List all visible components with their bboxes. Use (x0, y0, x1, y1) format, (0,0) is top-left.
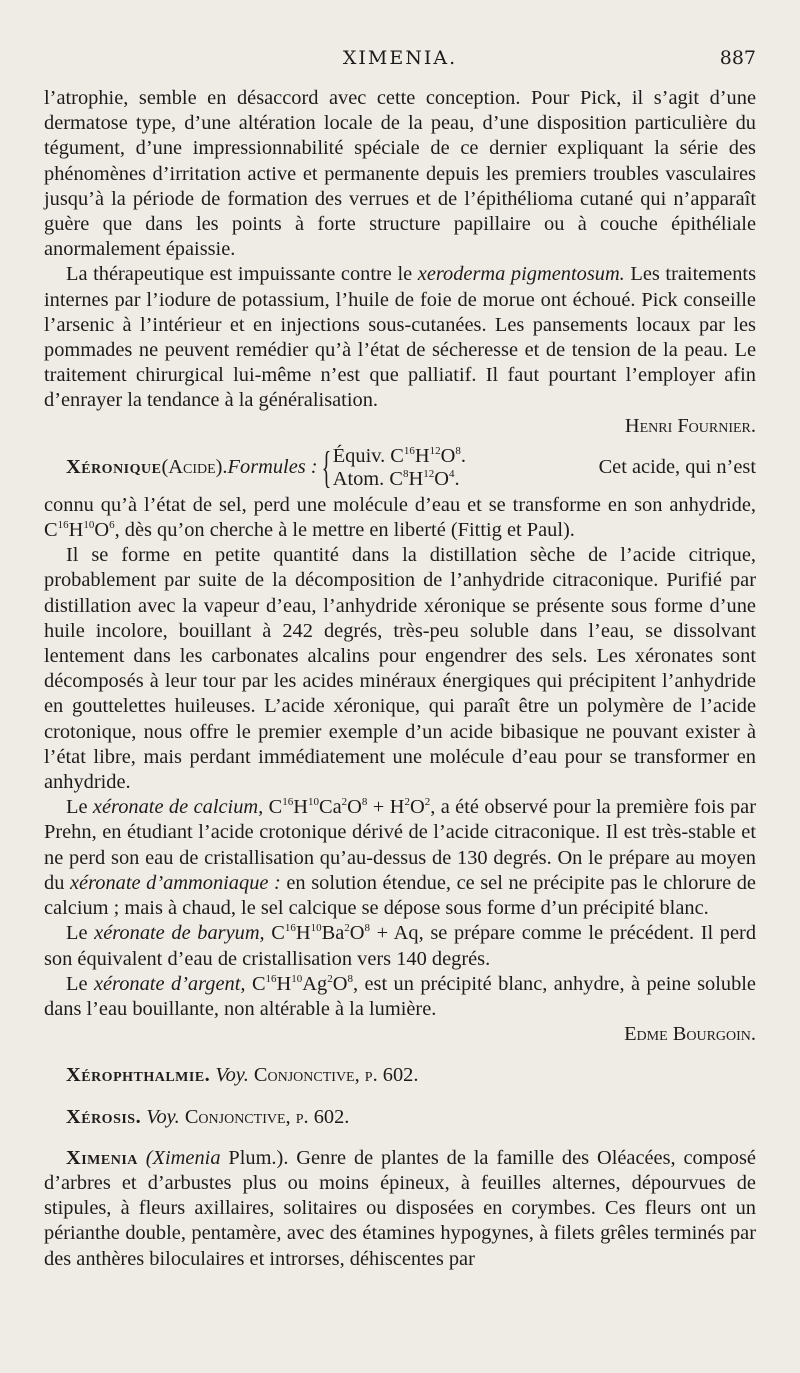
author-signature: Henri Fournier. (624, 414, 756, 437)
page-number: 887 (719, 47, 756, 69)
paragraph-atrophie: l’atrophie, semble en désaccord avec cette conception. Pour Pick, il s’agit d’une dermatose type, d’une altération locale de la peau, d’une disposition particulière du tégument, d’une impressionnabilité spéciale de ce dernier expliquant la série des phénomènes d’irritation active et permanente depuis les premiers troubles vasculaires jusqu’à la période de formation des verrues et de l’épithélioma cutané qui n’apparaît guère que dans les points à forte structure papillaire ou à couche épithéliale anormalement épaissie. (44, 87, 756, 261)
entry-head-xerophthalmie: Xérophthalmie. (66, 1064, 211, 1087)
paragraph-calcium: Le xéronate de calcium, $C^{16}H^{10}Ca^2O^8 + H^2O^2$, a été observé pour la première fois par Prehn, en étudiant l’acide crotonique dérivé de l’acide citraconique. Il est très-stable et ne perd son eau de cristallisation qu’au-dessus de 130 degrés. On le prépare au moyen du xéronate d’ammoniaque : en solution étendue, ce sel ne précipite pas le chlorure de calcium ; mais à chaud, le sel calcique se dépose sous forme d’un précipité blanc. (44, 796, 757, 920)
entry-head-xerosis: Xérosis. (66, 1105, 142, 1128)
body-text (44, 86, 756, 1272)
running-title: XIMENIA. (342, 47, 458, 69)
formula-stack (333, 445, 466, 491)
entry-xeronique-heading: Xéronique (Acide). Formules : { Équiv. $C^{16}H^{12}O^8$. Atom. $C^8H^{12}O^4$. Cet acide, qui n’est (44, 445, 756, 491)
brace-icon: { (321, 442, 331, 492)
term-xeroderma: xeroderma pigmentosum. (417, 263, 625, 286)
page-header (44, 47, 756, 75)
entry-ximenia: Ximenia (Ximenia Plum.). Genre de plantes de la famille des Oléacées, composé d’arbres et d’arbustes plus ou moins épineux, à feuilles alternes, dépourvues de stipules, à fleurs axillaires, solitaires ou disposées en corymbes. Ces fleurs ont un périanthe double, pentamère, avec des étamines hypogynes, à filets grêles terminés par des anthères biloculaires et introrses, déhiscentes par (44, 1146, 756, 1270)
formula-equiv: Équiv. $C^{16}H^{12}O^8$. (332, 444, 466, 467)
entry-head-ximenia: Ximenia (66, 1146, 138, 1169)
formules-label: Formules : (227, 456, 318, 479)
formula-atom: Atom. $C^8H^{12}O^4$. (332, 467, 460, 490)
paragraph-therapeutique: La thérapeutique est impuissante contre le xeroderma pigmentosum. Les traitements internes par l’iodure de potassium, l’huile de foie de morue ont échoué. Pick conseille l’arsenic à l’intérieur et en injections sous-cutanées. Les pansements locaux par les pommades ne peuvent remédier qu’à l’état de sécheresse et de tension de la peau. Le traitement chirurgical lui-même n’est que palliatif. Il faut pourtant l’employer afin d’enrayer la tendance à la généralisation. Henri Fournier. (44, 262, 756, 438)
paragraph-baryum: Le xéronate de baryum, $C^{16}H^{10}Ba^2O^8 + Aq$, se prépare comme le précédent. Il perd son équivalent d’eau de cristallisation vers 140 degrés. (44, 922, 757, 970)
entry-xerophthalmie: Xérophthalmie. Voy. Conjonctive, p. 602. (66, 1064, 419, 1087)
entry-head-xeronique: Xéronique (66, 456, 162, 479)
author-signature: Edme Bourgoin. (624, 1023, 756, 1046)
paragraph-xeronique-cont: connu qu’à l’état de sel, perd une molécule d’eau et se transforme en son anhydride, $C^{16}H^{10}O^6$, dès qu’on cherche à le mettre en liberté (Fittig et Paul). (44, 493, 756, 542)
paragraph-argent: Le xéronate d’argent, $C^{16}H^{10}Ag^2O^8$, est un précipité blanc, anhydre, à peine soluble dans l’eau bouillante, non altérable à la lumière. Edme Bourgoin. (44, 972, 756, 1048)
entry-xerosis: Xérosis. Voy. Conjonctive, p. 602. (66, 1105, 350, 1128)
paragraph-formation: Il se forme en petite quantité dans la distillation sèche de l’acide citrique, probablement par suite de la décomposition de l’anhydride citraconique. Purifié par distillation avec la vapeur d’eau, l’anhydride xéronique se présente sous forme d’une huile incolore, bouillant à 242 degrés, très-peu soluble dans l’eau, se dissolvant lentement dans les carbonates alcalins pour engendrer des sels. Les xéronates sont décomposés à leur tour par les acides minéraux énergiques qui précipitent l’anhydride en gouttelettes huileuses. L’acide xéronique, qui paraît être un polymère de l’acide crotonique, nous offre le premier exemple d’un acide bibasique ne pouvant exister à l’état libre, mais perdant immédiatement une molécule d’eau pour se transformer en anhydride. (44, 544, 756, 794)
